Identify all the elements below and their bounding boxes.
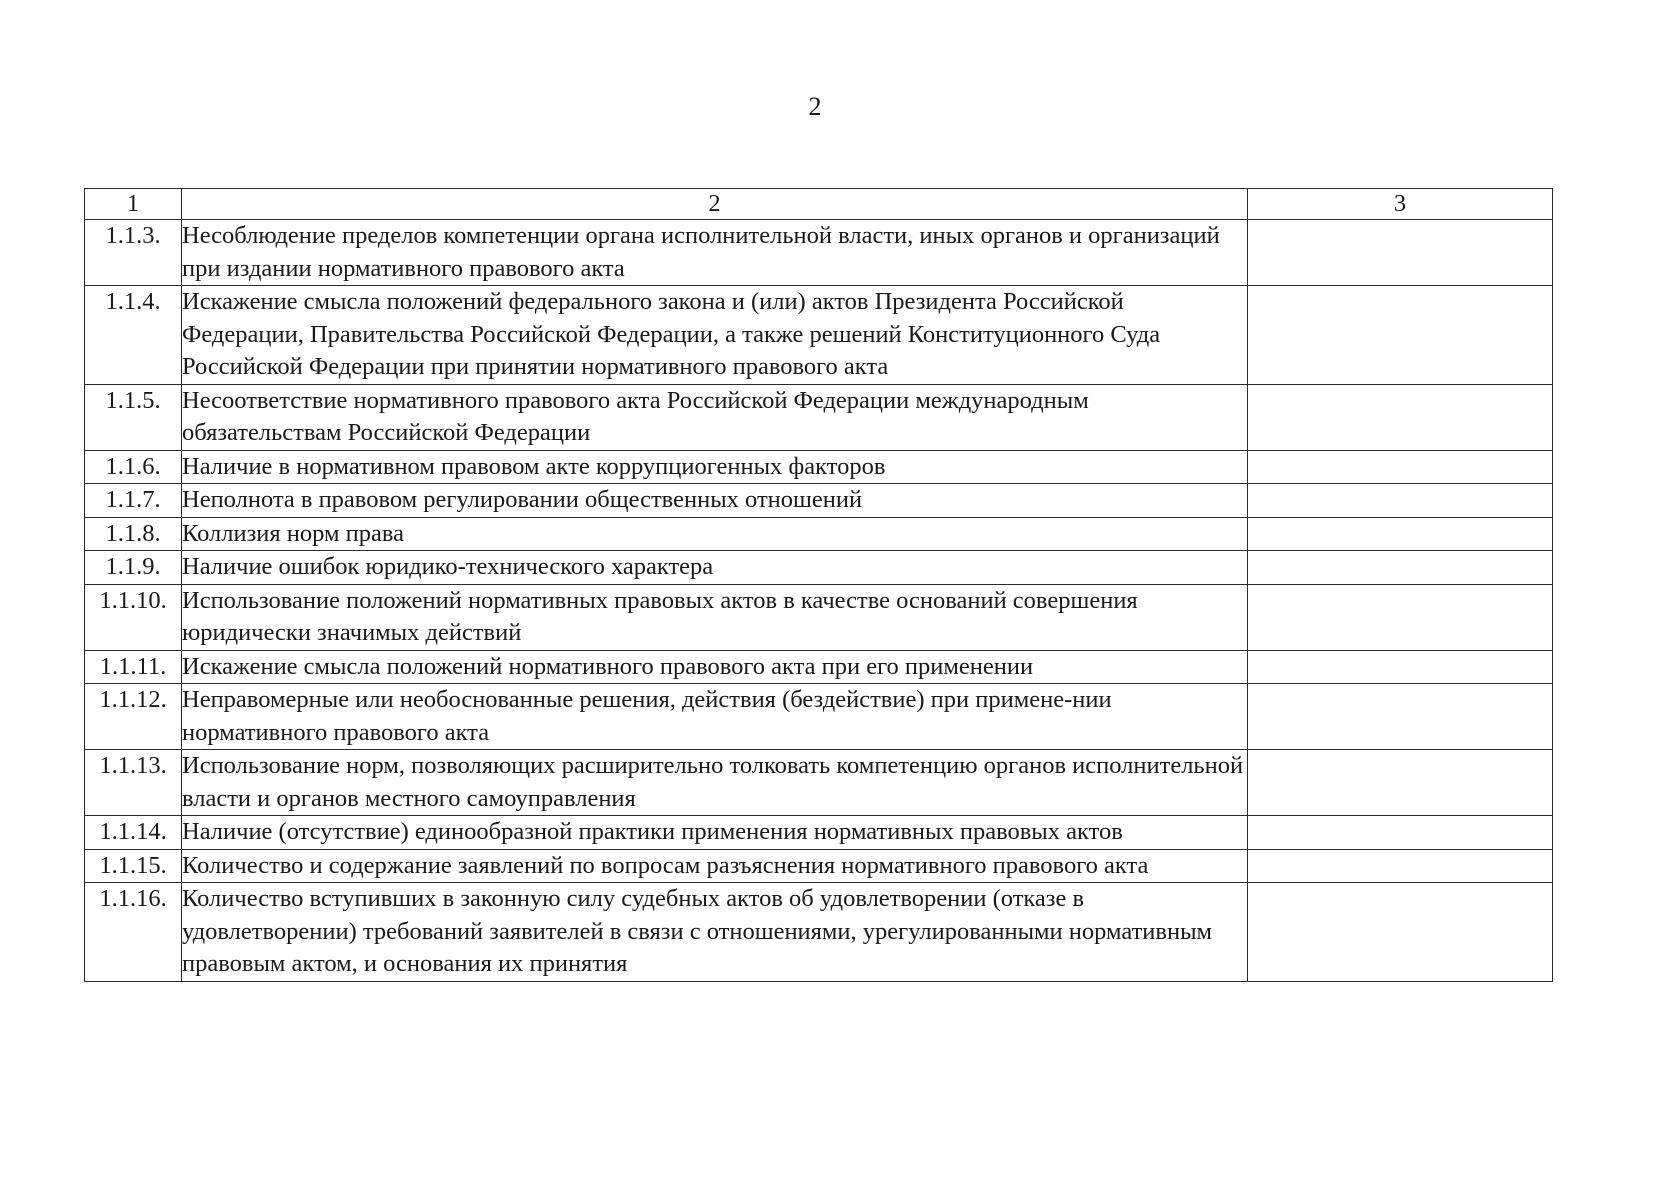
table-row bbox=[85, 750, 1553, 816]
row-description: Искажение смысла положений федерального закона и (или) актов Президента Российской Федерации, Правительства Российской Федерации, а также решений Конституционного Суда Российской Федерации при принятии нормативного правового акта bbox=[182, 286, 1248, 385]
row-column-3 bbox=[1248, 849, 1553, 883]
row-column-3 bbox=[1248, 883, 1553, 982]
row-number: 1.1.16. bbox=[85, 883, 182, 982]
row-column-3 bbox=[1248, 220, 1553, 286]
row-number: 1.1.15. bbox=[85, 849, 182, 883]
row-number: 1.1.9. bbox=[85, 551, 182, 585]
row-column-3 bbox=[1248, 750, 1553, 816]
column-header-2: 2 bbox=[182, 189, 1248, 220]
row-description: Неполнота в правовом регулировании общественных отношений bbox=[182, 484, 1248, 518]
row-column-3 bbox=[1248, 650, 1553, 684]
row-description: Коллизия норм права bbox=[182, 517, 1248, 551]
table-row bbox=[85, 286, 1553, 385]
row-number: 1.1.12. bbox=[85, 684, 182, 750]
table-row bbox=[85, 517, 1553, 551]
row-description: Использование положений нормативных правовых актов в качестве оснований совершения юридически значимых действий bbox=[182, 584, 1248, 650]
table-row bbox=[85, 384, 1553, 450]
row-column-3 bbox=[1248, 684, 1553, 750]
table-row bbox=[85, 450, 1553, 484]
column-header-1: 1 bbox=[85, 189, 182, 220]
table-row bbox=[85, 584, 1553, 650]
table-row bbox=[85, 849, 1553, 883]
table-row bbox=[85, 684, 1553, 750]
row-description: Неправомерные или необоснованные решения, действия (бездействие) при примене-нии нормативного правового акта bbox=[182, 684, 1248, 750]
row-description: Несоблюдение пределов компетенции органа исполнительной власти, иных органов и организаций при издании нормативного правового акта bbox=[182, 220, 1248, 286]
row-description: Искажение смысла положений нормативного правового акта при его применении bbox=[182, 650, 1248, 684]
column-header-3: 3 bbox=[1248, 189, 1553, 220]
row-description: Использование норм, позволяющих расширительно толковать компетенцию органов исполнительной власти и органов местного самоуправления bbox=[182, 750, 1248, 816]
row-column-3 bbox=[1248, 584, 1553, 650]
row-description: Наличие ошибок юридико-технического характера bbox=[182, 551, 1248, 585]
row-number: 1.1.6. bbox=[85, 450, 182, 484]
table-header-row bbox=[85, 189, 1553, 220]
row-number: 1.1.11. bbox=[85, 650, 182, 684]
row-column-3 bbox=[1248, 450, 1553, 484]
table-row bbox=[85, 650, 1553, 684]
row-column-3 bbox=[1248, 816, 1553, 850]
table-row bbox=[85, 883, 1553, 982]
row-column-3 bbox=[1248, 286, 1553, 385]
row-column-3 bbox=[1248, 484, 1553, 518]
row-number: 1.1.5. bbox=[85, 384, 182, 450]
table-row bbox=[85, 484, 1553, 518]
row-description: Количество и содержание заявлений по вопросам разъяснения нормативного правового акта bbox=[182, 849, 1248, 883]
page-number: 2 bbox=[808, 92, 822, 121]
row-column-3 bbox=[1248, 551, 1553, 585]
row-description: Количество вступивших в законную силу судебных актов об удовлетворении (отказе в удовлетворении) требований заявителей в связи с отношениями, урегулированными нормативным правовым актом, и основания их принятия bbox=[182, 883, 1248, 982]
row-description: Наличие (отсутствие) единообразной практики применения нормативных правовых актов bbox=[182, 816, 1248, 850]
table-row bbox=[85, 551, 1553, 585]
row-number: 1.1.4. bbox=[85, 286, 182, 385]
row-description: Наличие в нормативном правовом акте коррупциогенных факторов bbox=[182, 450, 1248, 484]
row-number: 1.1.8. bbox=[85, 517, 182, 551]
row-number: 1.1.10. bbox=[85, 584, 182, 650]
row-number: 1.1.7. bbox=[85, 484, 182, 518]
row-column-3 bbox=[1248, 517, 1553, 551]
criteria-table bbox=[84, 188, 1553, 982]
table-row bbox=[85, 816, 1553, 850]
row-description: Несоответствие нормативного правового акта Российской Федерации международным обязательствам Российской Федерации bbox=[182, 384, 1248, 450]
row-number: 1.1.13. bbox=[85, 750, 182, 816]
row-number: 1.1.14. bbox=[85, 816, 182, 850]
table-row bbox=[85, 220, 1553, 286]
row-column-3 bbox=[1248, 384, 1553, 450]
row-number: 1.1.3. bbox=[85, 220, 182, 286]
